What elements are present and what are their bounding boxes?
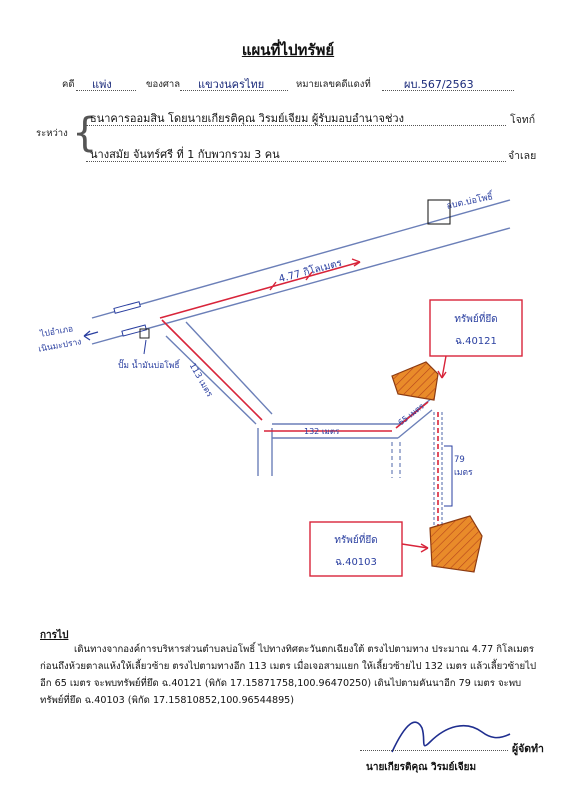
defendant-role: จำเลย	[508, 150, 537, 162]
defendant-name: นางสมัย จันทร์ศรี ที่ 1 กับพวกรวม 3 คน	[90, 148, 280, 161]
label-start-point: ปั๊ม น้ำมันบ่อโพธิ์	[118, 361, 180, 371]
plot-40103-title: ทรัพย์ที่ยึด	[334, 535, 378, 546]
label-direction-1: ไปอำเภอ	[39, 324, 74, 340]
plot-40121-title: ทรัพย์ที่ยึด	[454, 314, 498, 325]
label-132m: 132 เมตร	[304, 427, 340, 436]
directions-line-1: เดินทางจากองค์การบริหารส่วนตำบลบ่อโพธิ์ ไปทางทิศตะวันตกเฉียงใต้ ตรงไปตามทาง ประมาณ 4.77 กิโลเมตร	[74, 644, 535, 655]
signature-role: ผู้จัดทำ	[512, 743, 544, 755]
bridge-mark-bottom	[122, 325, 146, 336]
label-65m: 65 เมตร	[396, 401, 426, 428]
case-type: แพ่ง	[92, 78, 112, 91]
case-label: คดี	[62, 79, 75, 90]
distance-bracket-79	[444, 446, 452, 506]
label-direction-2: เนินมะปราง	[37, 337, 83, 355]
court-name: แขวงนครไทย	[198, 78, 265, 91]
signature-line	[360, 749, 508, 751]
signature-name: นายเกียรติคุณ วิรมย์เจียม	[366, 762, 477, 773]
plot-40121-deed: ฉ.40121	[455, 336, 497, 347]
plaintiff-role: โจทก์	[510, 114, 536, 126]
label-admin-office: อบต.บ่อโพธิ์	[445, 192, 494, 212]
case-no: ผบ.567/2563	[404, 78, 474, 91]
directions-line-4: ทรัพย์ที่ยึด ฉ.40103 (พิกัด 17.15810852,100.96544895)	[40, 695, 295, 706]
plaintiff-name: ธนาคารออมสิน โดยนายเกียรติคุณ วิรมย์เจียม ผู้รับมอบอำนาจช่วง	[90, 112, 404, 125]
page-title: แผนที่ไปทรัพย์	[241, 41, 335, 59]
bridge-mark-top	[114, 302, 140, 314]
court-label: ของศาล	[146, 79, 181, 90]
west-arrow	[84, 331, 98, 340]
between-label: ระหว่าง	[36, 128, 68, 139]
label-113m: 113 เมตร	[186, 361, 215, 400]
plot-40103-deed: ฉ.40103	[335, 557, 377, 568]
directions-line-2: ก่อนถึงห้วยตาลแห้งให้เลี้ยวซ้าย ตรงไปตามทางอีก 113 เมตร เมื่อเจอสามแยก ให้เลี้ยวซ้ายไป 132 เมตร แล้วเลี้ยวซ้ายไป	[40, 661, 537, 672]
label-main-distance: 4.77 กิโลเมตร	[277, 257, 344, 286]
start-pointer	[144, 340, 146, 354]
directions-line-3: อีก 65 เมตร จะพบทรัพย์ที่ยึด ฉ.40121 (พิกัด 17.15871758,100.96470250) เดินไปตามคันนาอีก 79 เมตร จะพบ	[40, 678, 522, 689]
signature-scribble	[386, 712, 516, 758]
brace: {	[72, 110, 98, 156]
directions-heading: การไป	[40, 630, 69, 641]
case-no-label: หมายเลขคดีแดงที่	[296, 79, 371, 90]
label-79m: 79 เมตร	[454, 455, 473, 478]
